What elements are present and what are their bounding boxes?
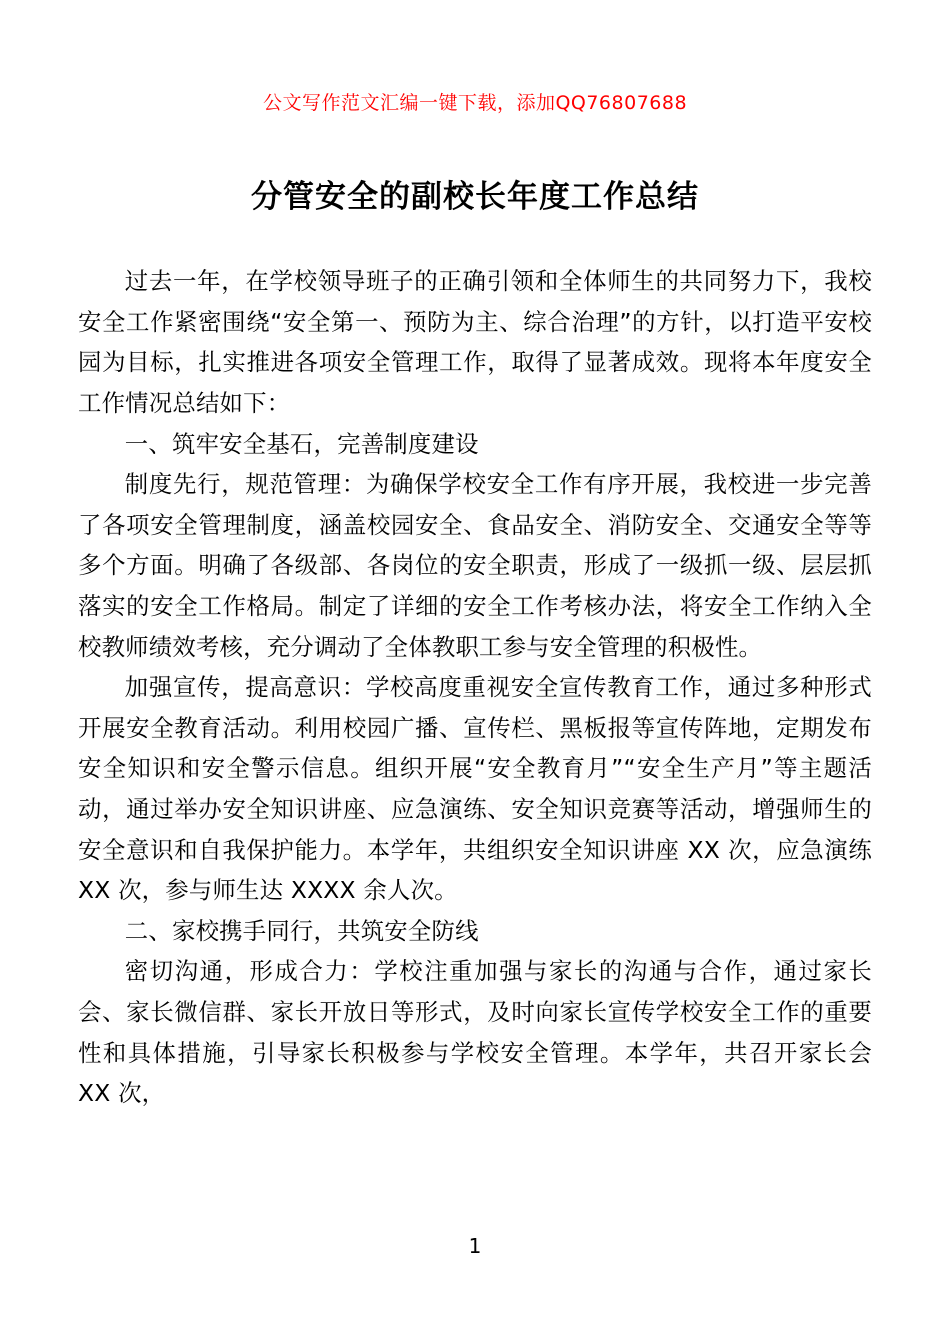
- watermark-text: 公文写作范文汇编一键下载，添加QQ76807688: [262, 92, 688, 114]
- paragraph: 制度先行，规范管理：为确保学校安全工作有序开展，我校进一步完善了各项安全管理制度，涵盖校园安全、食品安全、消防安全、交通安全等等多个方面。明确了各级部、各岗位的安全职责，形成了一级抓一级、层层抓落实的安全工作格局。制定了详细的安全工作考核办法，将安全工作纳入全校教师绩效考核，充分调动了全体教职工参与安全管理的积极性。: [78, 470, 872, 661]
- document-body: [78, 261, 872, 1113]
- paragraph: 加强宣传，提高意识：学校高度重视安全宣传教育工作，通过多种形式开展安全教育活动。利用校园广播、宣传栏、黑板报等宣传阵地，定期发布安全知识和安全警示信息。组织开展“安全教育月”“安全生产月”等主题活动，通过举办安全知识讲座、应急演练、安全知识竞赛等活动，增强师生的安全意识和自我保护能力。本学年，共组织安全知识讲座 XX 次，应急演练 XX 次，参与师生达 XXXX 余人次。: [78, 673, 872, 905]
- paragraph: 密切沟通，形成合力：学校注重加强与家长的沟通与合作，通过家长会、家长微信群、家长开放日等形式，及时向家长宣传学校安全工作的重要性和具体措施，引导家长积极参与学校安全管理。本学年，共召开家长会 XX 次，: [78, 957, 872, 1108]
- page-title: 分管安全的副校长年度工作总结: [251, 179, 699, 215]
- paragraph: 二、家校携手同行，共筑安全防线: [124, 916, 479, 945]
- paragraph: 过去一年，在学校领导班子的正确引领和全体师生的共同努力下，我校安全工作紧密围绕“安全第一、预防为主、综合治理”的方针，以打造平安校园为目标，扎实推进各项安全管理工作，取得了显著成效。现将本年度安全工作情况总结如下：: [78, 267, 872, 418]
- paragraph: 一、筑牢安全基石，完善制度建设: [124, 429, 479, 458]
- page-number: 1: [468, 1234, 482, 1258]
